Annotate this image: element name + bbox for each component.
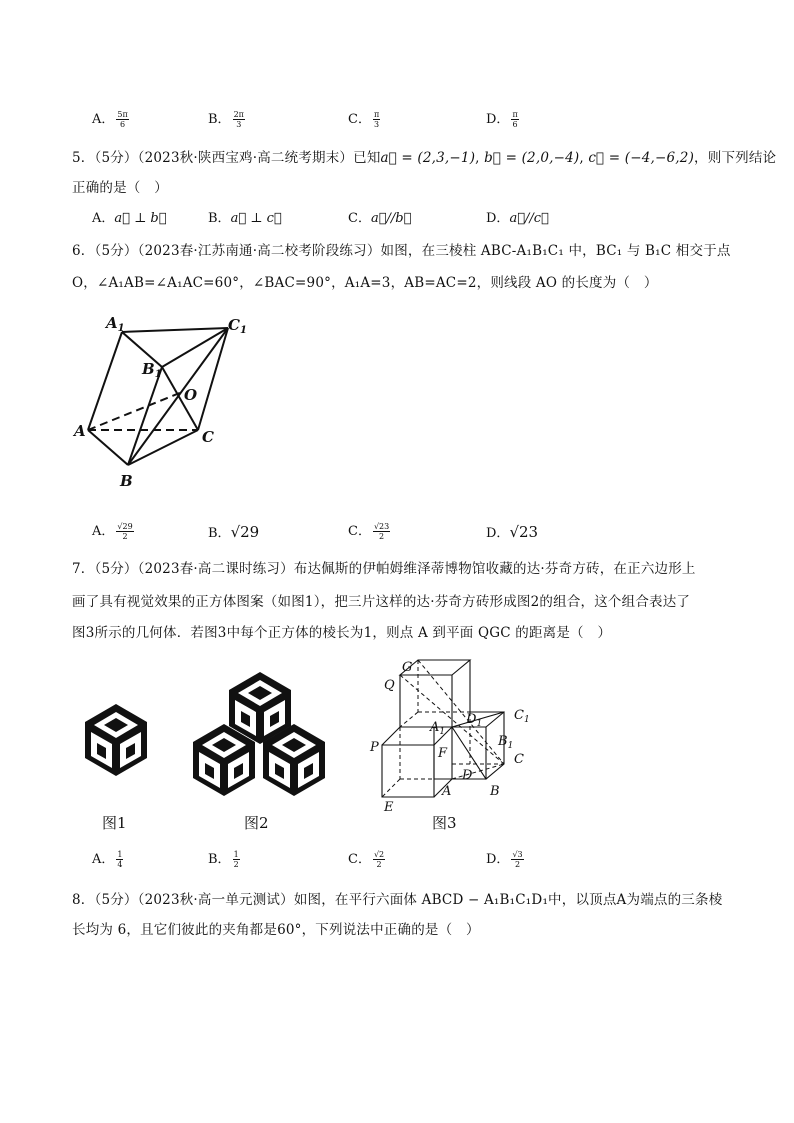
q6-option-b: B．√29	[208, 523, 260, 541]
label-b1: $B_1$	[142, 360, 162, 380]
caption-fig1: 图1	[102, 814, 127, 832]
q7-option-a: A． $\frac{1}{4}$	[92, 850, 123, 869]
q7-option-b: B． $\frac{1}{2}$	[208, 850, 239, 869]
q5-option-c: C．a⃗//b⃗	[348, 211, 412, 226]
fig3-label-b1: $B_1$	[498, 734, 514, 751]
fig3-label-q: Q	[384, 678, 395, 693]
q5-option-d: D．a⃗//c⃗	[486, 211, 549, 226]
q5-stem-line1: 5．（5分）（2023秋·陕西宝鸡·高二统考期末）已知a⃗ = (2,3,−1), b⃗ = (2,0,−4), c⃗ = (−4,−6,2)，则下列结论	[72, 150, 777, 166]
q6-prism-figure	[70, 310, 270, 495]
label-c1: $C_1$	[228, 316, 247, 336]
fig3-label-a: A	[442, 784, 452, 799]
q7-tile-figures	[72, 650, 362, 810]
q6-stem-line2: O，∠A₁AB=∠A₁AC=60°，∠BAC=90°，A₁A=3，AB=AC=2，则线段 AO 的长度为（ ）	[72, 275, 658, 291]
fig3-label-b: B	[490, 784, 500, 799]
fig3-label-c: C	[514, 752, 524, 767]
q7-cubes-figure3	[368, 655, 538, 815]
caption-fig3: 图3	[432, 814, 457, 832]
label-o: O	[184, 386, 198, 404]
q8-stem-line1: 8．（5分）（2023秋·高一单元测试）如图，在平行六面体 ABCD − A₁B₁C₁D₁中，以顶点A为端点的三条棱	[72, 892, 723, 908]
q6-option-c: C． $\frac{√23}{2}$	[348, 522, 390, 541]
q4-option-a: A． $\frac{5\pi}{6}$	[92, 110, 128, 129]
q7-option-d: D． $\frac{√3}{2}$	[486, 850, 523, 869]
q5-stem-line2: 正确的是（ ）	[72, 180, 168, 196]
q5-option-b: B．a⃗ ⊥ c⃗	[208, 211, 282, 226]
fig3-label-f: F	[438, 746, 448, 761]
label-b: B	[120, 472, 133, 490]
q6-stem-line1: 6．（5分）（2023春·江苏南通·高二校考阶段练习）如图，在三棱柱 ABC-A₁B₁C₁ 中，BC₁ 与 B₁C 相交于点	[72, 243, 731, 259]
q4-option-b: B． $\frac{2\pi}{3}$	[208, 110, 244, 129]
q4-option-c: C． $\frac{\pi}{3}$	[348, 110, 380, 129]
q6-option-d: D．√23	[486, 523, 539, 541]
q4-option-d: D． $\frac{\pi}{6}$	[486, 110, 518, 129]
q6-option-a: A． $\frac{√29}{2}$	[92, 522, 133, 541]
label-a1: $A_1$	[106, 314, 125, 334]
label-c: C	[202, 428, 214, 446]
q7-stem-line1: 7．（5分）（2023春·高二课时练习）布达佩斯的伊帕姆维泽蒂博物馆收藏的达·芬奇方砖，在正六边形上	[72, 561, 696, 577]
fig3-label-p: P	[370, 740, 379, 755]
q5-option-a: A．a⃗ ⊥ b⃗	[92, 211, 167, 226]
q8-stem-line2: 长均为 6，且它们彼此的夹角都是60°，下列说法中正确的是（ ）	[72, 922, 480, 938]
label-a: A	[74, 422, 86, 440]
fig3-label-e: E	[384, 800, 394, 815]
caption-fig2: 图2	[244, 814, 269, 832]
fig3-label-d: D	[462, 768, 473, 783]
q7-stem-line2: 画了具有视觉效果的正方体图案（如图1），把三片这样的达·芬奇方砖形成图2的组合，这个组合表达了	[72, 594, 691, 610]
q7-option-c: C． $\frac{√2}{2}$	[348, 850, 385, 869]
fig3-label-d1: $D_1$	[466, 712, 483, 729]
fig3-label-c1: $C_1$	[514, 708, 530, 725]
fig3-label-a1: $A_1$	[430, 720, 446, 737]
q7-stem-line3: 图3所示的几何体．若图3中每个正方体的棱长为1，则点 A 到平面 QGC 的距离是（ ）	[72, 625, 612, 641]
fig3-label-g: G	[402, 660, 413, 675]
